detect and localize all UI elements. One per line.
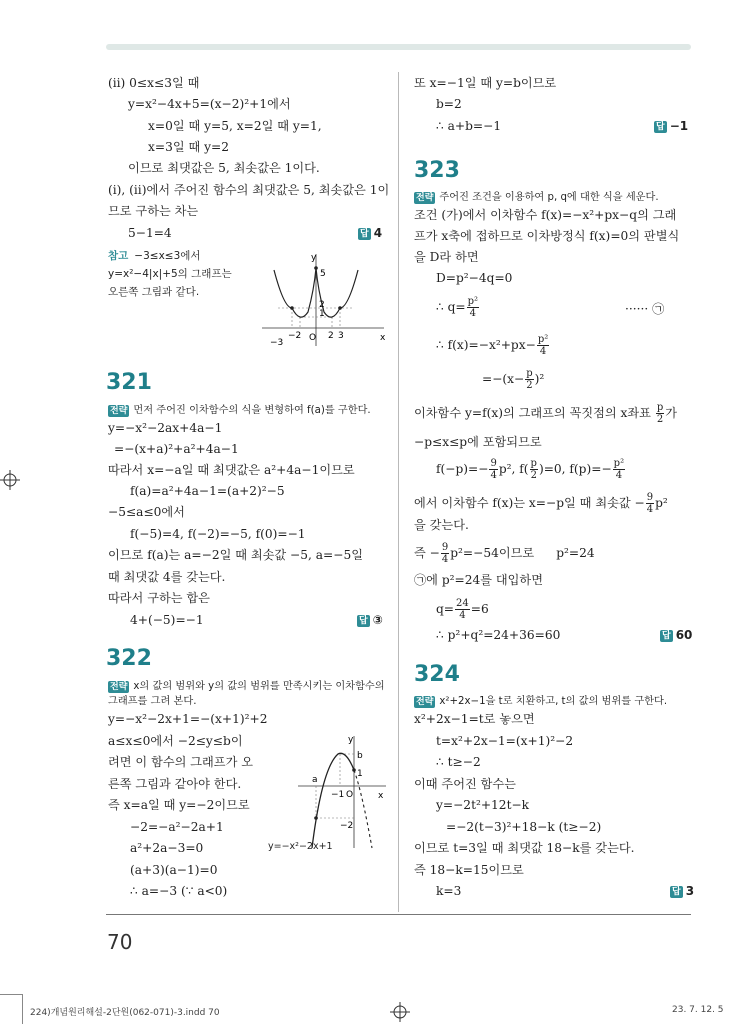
text-line: x=3일 때 y=2 bbox=[148, 140, 229, 154]
strategy-hint: 전략 주어진 조건을 이용하여 p, q에 대한 식을 세운다. bbox=[416, 192, 659, 203]
text-line: 때 최댓값 4를 갖는다. bbox=[108, 570, 226, 584]
svg-text:O: O bbox=[346, 790, 354, 800]
text-line: 따라서 x=−a일 때 최댓값은 a²+4a−1이므로 bbox=[108, 463, 355, 477]
graph-abs-function bbox=[262, 250, 390, 350]
svg-text:2: 2 bbox=[328, 331, 334, 341]
text-line: y=−x²−2x+1=−(x+1)²+2 bbox=[108, 712, 268, 726]
text-line: 려면 이 함수의 그래프가 오 bbox=[108, 755, 254, 769]
text-line: 또 x=−1일 때 y=b이므로 bbox=[414, 76, 557, 90]
svg-text:y: y bbox=[348, 735, 354, 745]
text-line: x=0일 때 y=5, x=2일 때 y=1, bbox=[148, 119, 322, 133]
text-line: x²+2x−1=t로 놓으면 bbox=[414, 712, 535, 726]
text-line: 5−1=4 bbox=[128, 226, 172, 240]
text-line: 을 D라 하면 bbox=[414, 250, 479, 264]
print-footer-file: 224)개념원리해설-2단원(062-071)-3.indd 70 bbox=[30, 1008, 220, 1018]
graph-caption: y=−x²−2x+1 bbox=[268, 841, 333, 852]
svg-text:5: 5 bbox=[320, 269, 326, 279]
text-line: 을 갖는다. bbox=[414, 518, 469, 532]
column-divider bbox=[398, 72, 399, 912]
strategy-hint: 전략 x의 값의 범위와 y의 값의 범위를 만족시키는 이차함수의 bbox=[110, 681, 385, 692]
svg-text:−1: −1 bbox=[331, 790, 345, 800]
svg-text:b: b bbox=[357, 751, 363, 761]
problem-number: 324 bbox=[414, 662, 460, 687]
svg-text:3: 3 bbox=[338, 331, 344, 341]
text-line: −2=−a²−2a+1 bbox=[130, 820, 224, 834]
note-label: 참고 bbox=[108, 250, 129, 262]
text-line: y=−2t²+12t−k bbox=[436, 798, 530, 812]
svg-text:−2: −2 bbox=[340, 821, 354, 831]
text-line: t=x²+2x−1=(x+1)²−2 bbox=[436, 734, 574, 748]
answer: 답 60 bbox=[662, 628, 693, 642]
text-line: 즉 18−k=15이므로 bbox=[414, 863, 524, 877]
text-line: 이므로 최댓값은 5, 최솟값은 1이다. bbox=[128, 161, 320, 175]
svg-text:−3: −3 bbox=[270, 338, 284, 348]
text-line: D=p²−4q=0 bbox=[436, 271, 513, 285]
text-line: k=3 bbox=[436, 884, 462, 898]
answer: 답 ③ bbox=[359, 613, 383, 627]
equation-f-vertex: =−(x− $\frac{p}{2}$ )² bbox=[482, 368, 545, 391]
note: 참고 −3≤x≤3에서 y=x²−4|x|+5의 그래프는 오른쪽 그림과 같다. bbox=[108, 250, 232, 298]
text-line: −5≤a≤0에서 bbox=[108, 505, 185, 519]
problem-number: 323 bbox=[414, 158, 460, 183]
registration-mark-icon bbox=[390, 1002, 410, 1022]
svg-text:−2: −2 bbox=[288, 331, 302, 341]
svg-text:2: 2 bbox=[319, 300, 325, 310]
text-line: ∴ a+b=−1 bbox=[436, 119, 502, 133]
equation-values: f(−p)=− $\frac{9}{4}$ p², f( $\frac{p}{2}$ )=0, f(p)=− $\frac{\text{p²}}{4}$ bbox=[436, 458, 625, 481]
text-line: 조건 (가)에서 이차함수 f(x)=−x²+px−q의 그래 bbox=[414, 208, 677, 222]
text-line: b=2 bbox=[436, 97, 462, 111]
text-line: ∴ p²+q²=24+36=60 bbox=[436, 628, 561, 642]
header-bar bbox=[106, 44, 691, 50]
text-line: a²+2a−3=0 bbox=[130, 841, 204, 855]
answer: 답 3 bbox=[672, 884, 695, 898]
strategy-hint-cont: 그래프를 그려 본다. bbox=[108, 696, 197, 707]
text-line: (ⅱ) 0≤x≤3일 때 bbox=[108, 76, 200, 90]
text-line: 4+(−5)=−1 bbox=[130, 613, 204, 627]
equation-f: ∴ f(x)=−x²+px− $\frac{\text{p²}}{4}$ bbox=[436, 334, 549, 357]
text-line: 이차함수 y=f(x)의 그래프의 꼭짓점의 x좌표 $\frac{p}{2}$ 가 bbox=[414, 402, 678, 425]
text-line: 른쪽 그림과 같아야 한다. bbox=[108, 777, 242, 791]
svg-text:1: 1 bbox=[319, 309, 325, 319]
text-line: 즉 − $\frac{9}{4}$ p²=−54이므로 p²=24 bbox=[414, 542, 595, 565]
text-line: =−(x+a)²+a²+4a−1 bbox=[114, 442, 239, 456]
svg-text:1: 1 bbox=[357, 769, 363, 779]
text-line: 이므로 f(a)는 a=−2일 때 최솟값 −5, a=−5일 bbox=[108, 548, 363, 562]
text-line: ∴ t≥−2 bbox=[436, 755, 481, 769]
svg-text:a: a bbox=[312, 775, 318, 785]
text-line: 에서 이차함수 f(x)는 x=−p일 때 최솟값 − $\frac{9}{4}$ p² bbox=[414, 492, 668, 515]
graph-parabola bbox=[268, 732, 388, 854]
text-line: f(a)=a²+4a−1=(a+2)²−5 bbox=[130, 484, 285, 498]
text-line: y=−x²−2ax+4a−1 bbox=[108, 421, 223, 435]
answer: 답 4 bbox=[360, 226, 383, 240]
text-line: 따라서 구하는 합은 bbox=[108, 591, 210, 605]
text-line: (a+3)(a−1)=0 bbox=[130, 863, 218, 877]
text-line: ∴ a=−3 (∵ a<0) bbox=[130, 884, 228, 898]
tag-ref: ······ ㉠ bbox=[625, 302, 665, 316]
text-line: 프가 x축에 접하므로 이차방정식 f(x)=0의 판별식 bbox=[414, 229, 680, 243]
strategy-hint: 전략 x²+2x−1을 t로 치환하고, t의 값의 범위를 구한다. bbox=[416, 696, 668, 707]
equation-q: ∴ q= $\frac{\text{p²}}{4}$ bbox=[436, 296, 479, 319]
crop-mark bbox=[22, 994, 23, 1024]
equation-q-value: q= $\frac{24}{4}$ =6 bbox=[436, 598, 489, 621]
svg-text:x: x bbox=[378, 791, 384, 801]
text-line: (ⅰ), (ⅱ)에서 주어진 함수의 최댓값은 5, 최솟값은 1이 bbox=[108, 183, 390, 197]
svg-text:O: O bbox=[309, 333, 317, 343]
answer: 답 −1 bbox=[656, 119, 689, 133]
svg-text:y: y bbox=[311, 253, 317, 263]
problem-number: 322 bbox=[106, 646, 152, 671]
bottom-rule bbox=[106, 914, 691, 915]
text-line: ㉠에 p²=24를 대입하면 bbox=[414, 573, 543, 587]
text-line: =−2(t−3)²+18−k (t≥−2) bbox=[446, 820, 602, 834]
crop-mark bbox=[0, 994, 22, 995]
text-line: 이므로 t=3일 때 최댓값 18−k를 갖는다. bbox=[414, 841, 635, 855]
problem-number: 321 bbox=[106, 370, 152, 395]
text-line: y=x²−4x+5=(x−2)²+1에서 bbox=[128, 97, 291, 111]
registration-mark-icon bbox=[0, 470, 20, 490]
text-line: −p≤x≤p에 포함되므로 bbox=[414, 435, 542, 449]
strategy-hint: 전략 먼저 주어진 이차함수의 식을 변형하여 f(a)를 구한다. bbox=[110, 405, 371, 416]
text-line: f(−5)=4, f(−2)=−5, f(0)=−1 bbox=[130, 527, 306, 541]
text-line: a≤x≤0에서 −2≤y≤b이 bbox=[108, 734, 243, 748]
print-footer-date: 23. 7. 12. 5 bbox=[672, 1005, 724, 1015]
text-line: 즉 x=a일 때 y=−2이므로 bbox=[108, 798, 250, 812]
text-line: 므로 구하는 차는 bbox=[108, 204, 199, 218]
page-number: 70 bbox=[107, 930, 133, 954]
svg-text:x: x bbox=[380, 333, 386, 343]
text-line: 이때 주어진 함수는 bbox=[414, 777, 516, 791]
